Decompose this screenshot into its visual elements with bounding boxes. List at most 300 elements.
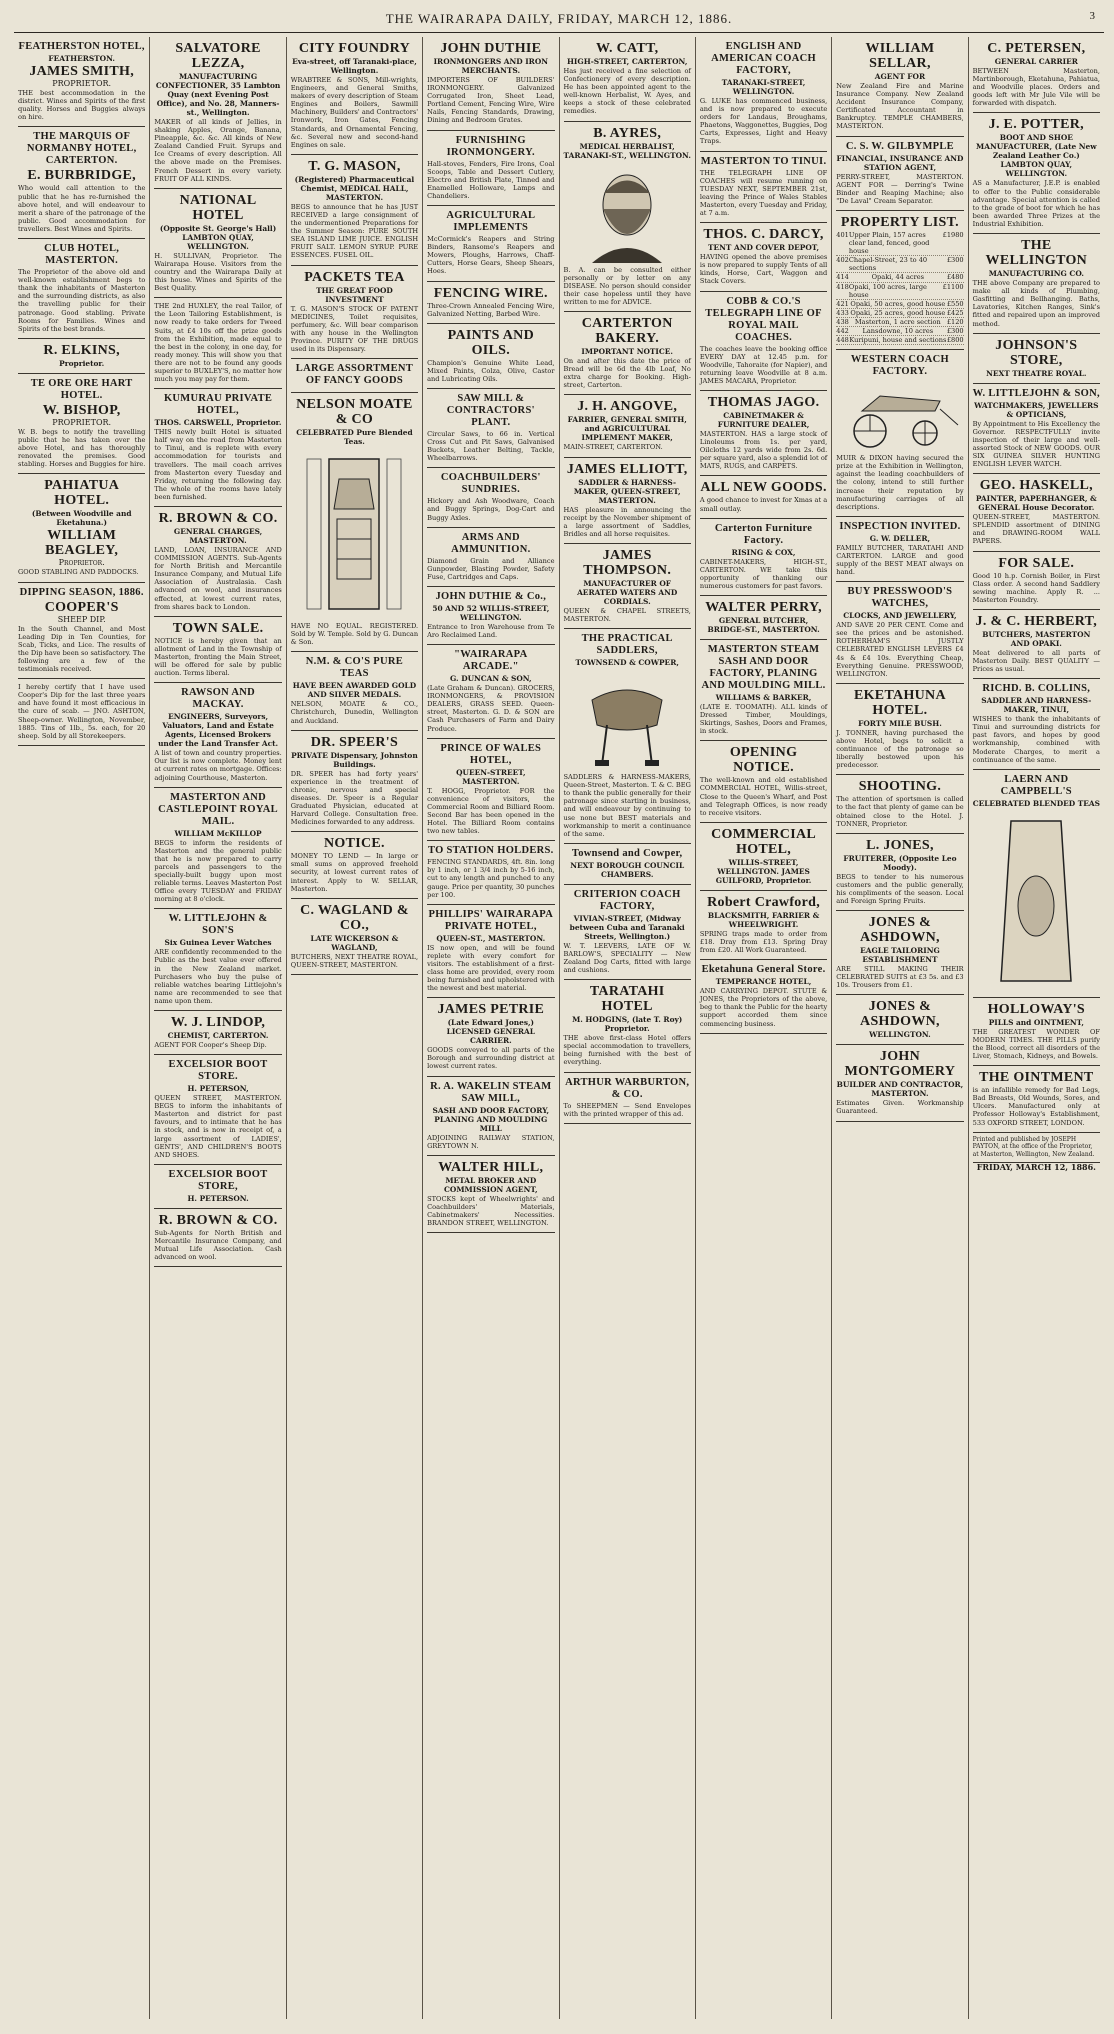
advert-role: PROPRIETOR. — [52, 79, 112, 88]
advert-heading: MASTERTON AND CASTLEPOINT ROYAL MAIL. — [158, 791, 278, 827]
advertisement — [154, 189, 281, 298]
advert-subheading: GENERAL BUTCHER, BRIDGE-ST., MASTERTON. — [707, 616, 820, 634]
advert-heading: TOWN SALE. — [172, 620, 264, 636]
advert-heading: THOS. C. DARCY, — [703, 227, 824, 243]
advert-body: A list of town and country properties. Our list is now complete. Money lent at current rates on mortgage. Offices: adjoining Courthouse, Masterton. — [154, 749, 282, 782]
property-price: £1980 — [942, 230, 964, 239]
property-price: £1100 — [942, 282, 964, 291]
column-4 — [422, 37, 558, 2019]
advert-body: SPRING traps made to order from £18. Dray from £13. Spring Dray from £20. All Work Guaranteed. — [699, 929, 828, 955]
advert-subheading: FRUITERER, (Opposite Leo Moody). — [843, 853, 957, 872]
advert-heading: JOHN DUTHIE — [440, 41, 542, 56]
advertisement — [836, 834, 963, 911]
property-number: 414 — [836, 273, 849, 282]
advertisement — [564, 122, 691, 312]
advert-body: IS now open, and will be found replete with every comfort for visitors. The establishment of a first-class home are provided, every room being furnished and upholstered with the newest and best material. — [427, 943, 555, 993]
advert-subheading: WILLIAMS & BARKER, — [715, 693, 812, 702]
advert-heading: NOTICE. — [324, 836, 385, 852]
tea-packet-icon — [991, 811, 1081, 991]
advertisement — [836, 582, 963, 684]
advert-heading: INSPECTION INVITED. — [839, 520, 961, 532]
advert-body: (LATE E. TOOMATH). ALL kinds of Dressed Timber, Mouldings, Skirtings, Sashes, Doors and Frames, in stock. — [699, 703, 828, 736]
advert-subheading: AGENT FOR — [874, 72, 926, 81]
advertisement — [564, 312, 691, 395]
advertisement — [564, 980, 691, 1072]
property-description: Masterton, 1 acre section — [854, 317, 941, 326]
advert-body: THE TELEGRAPH LINE OF COACHES will resume running on TUESDAY NEXT, SEPTEMBER 21st, leaving the Prince of Wales Stables Masterton, every Tuesday and Friday, at 7 a.m. — [699, 168, 828, 218]
advert-subheading: (Late Edward Jones,) LICENSED GENERAL CARRIER. — [446, 1018, 535, 1046]
property-number: 418 — [836, 282, 849, 291]
property-row — [836, 231, 963, 256]
advert-heading: THOMAS JAGO. — [707, 394, 820, 410]
advert-body: Has just received a fine selection of Confectionery of every description. He has been appointed agent to the well-known Herbalist, W. Ayes, and keeps a stock of these celebrated remedies. — [563, 67, 691, 116]
advert-subheading: THOS. CARSWELL, Proprietor. — [154, 418, 282, 428]
advertisement — [836, 211, 963, 350]
property-number: 448 — [836, 336, 849, 345]
advertisement — [154, 788, 281, 910]
advert-heading: OPENING NOTICE. — [729, 745, 798, 776]
advert-heading: JONES & ASHDOWN, — [860, 915, 940, 946]
advert-subheading: QUEEN-STREET, MASTERTON. — [456, 767, 526, 786]
advertisement — [291, 832, 418, 898]
advertisement — [836, 995, 963, 1045]
advertisement — [18, 679, 145, 746]
property-number: 421 — [836, 299, 849, 308]
advertisement — [427, 282, 554, 324]
advert-name: W. BISHOP, — [42, 402, 121, 418]
advertisement — [154, 617, 281, 683]
advertisement — [154, 1165, 281, 1209]
advertisement — [427, 324, 554, 389]
advert-body: QUEEN & CHAPEL STREETS, MASTERTON. — [563, 606, 691, 623]
advert-subheading: CELEBRATED BLENDED TEAS — [972, 798, 1100, 808]
advert-name: E. BURBRIDGE, — [27, 168, 136, 184]
advertisement — [836, 911, 963, 995]
advert-heading: RAWSON AND MACKAY. — [181, 687, 255, 711]
advertisement — [564, 37, 691, 122]
advert-heading: COMMERCIAL HOTEL, — [711, 826, 816, 857]
property-row — [836, 300, 963, 309]
advert-heading: JAMES PETRIE — [437, 1002, 545, 1018]
advertisement — [700, 476, 827, 518]
advertisement — [291, 359, 418, 393]
advertisement — [700, 519, 827, 596]
advertisement — [564, 629, 691, 844]
advert-body: FAMILY BUTCHER, TARATAHI AND CARTERTON. LARGE and good supply of the BEST MEAT always on hand. — [836, 543, 964, 577]
advert-heading: WALTER HILL, — [438, 1159, 544, 1175]
advert-heading: CRITERION COACH FACTORY, — [573, 888, 681, 912]
advert-body: BEGS to inform the residents of Masterton and the general public that he is now prepared to carry parcels and passengers to the specially-built buggy upon most reliable terms. Leaves Masterton Post Office every TUESDAY and FRIDAY morning at 8 o'clock. — [154, 838, 282, 904]
advert-heading: THE MARQUIS OF NORMANBY HOTEL, CARTERTON. — [26, 131, 137, 167]
advert-subheading: Eva-street, off Taranaki-place, Wellington. — [292, 57, 417, 75]
advert-body: J. TONNER, having purchased the above Hotel, begs to solicit a continuance of the patronage so liberally bestowed upon his predecessor. — [836, 728, 964, 770]
property-price: £425 — [946, 308, 964, 317]
advert-subheading: IMPORTANT NOTICE. — [581, 347, 673, 357]
advert-subheading: MANUFACTURER OF AERATED WATERS AND CORDIALS. — [577, 578, 678, 606]
advert-heading: C. WAGLAND & CO., — [300, 902, 409, 933]
advertisement — [973, 113, 1100, 234]
advert-body: ARE confidently recommended to the Public as the best value ever offered in the New Zealand market. Purchasers who buy the pulse of reliable watches bearing Littlejohn's name are recommended to see that name upon them. — [154, 948, 282, 1005]
advert-heading: C. S. W. GILBYMPLE — [845, 140, 954, 152]
advertisement — [291, 155, 418, 266]
advert-heading: J. E. POTTER, — [988, 117, 1084, 133]
advert-heading: TARATAHI HOTEL — [589, 984, 665, 1015]
advert-body: By Appointment to His Excellency the Governor. RESPECTFULLY invite inspection of their large and well-assorted Stock of NEW GOODS. OUR SIX GUINEA SILVER HUNTING ENGLISH LEVER WATCH. — [972, 419, 1100, 469]
property-number: 433 — [836, 308, 849, 317]
advert-subheading: WILLIAM McKILLOP — [174, 828, 262, 838]
advert-heading: CARTERTON BAKERY. — [581, 316, 673, 347]
advert-name: COOPER'S — [44, 599, 119, 615]
advert-heading: GEO. HASKELL, — [979, 478, 1093, 494]
advert-heading: FOR SALE. — [998, 555, 1075, 571]
advert-subheading: FORTY MILE BUSH. — [858, 718, 942, 728]
advertisement — [973, 610, 1100, 679]
advert-subheading: LATE WICKERSON & WAGLAND, — [310, 933, 399, 952]
advert-heading: FENCING WIRE. — [433, 285, 548, 301]
advertisement — [564, 458, 691, 544]
advert-body: McCormick's Reapers and String Binders, Ransome's Reapers and Mowers, Ploughs, Harrows, Chaff-Cutters, Horse Gears, Sheep Shears, Hoes. — [427, 235, 555, 276]
advert-subheading: METAL BROKER AND COMMISSION AGENT, — [444, 1175, 538, 1194]
advert-subheading: BLACKSMITH, FARRIER & WHEELWRIGHT. — [707, 910, 820, 929]
property-number: 402 — [836, 256, 849, 265]
advertisement — [154, 1011, 281, 1055]
advert-body: THE above Company are prepared to make all kinds of Plumbing, Gasfitting and Bellhanging. Baths, Lavatories, Kitchen Ranges, Sink's fitted and repaired upon an improved method. — [972, 279, 1100, 328]
advert-heading: EKETAHUNA HOTEL. — [853, 687, 946, 718]
advertisement — [973, 334, 1100, 384]
advertisement — [154, 298, 281, 389]
advert-subheading: BUTCHERS, MASTERTON AND OPAKI. — [982, 629, 1091, 648]
advert-subheading: BOOT AND SHOE MANUFACTURER, (Late New Zealand Leather Co.) LAMBTON QUAY, WELLINGTON. — [976, 133, 1097, 179]
advertisement — [427, 841, 554, 904]
advert-subheading: CABINETMAKER & FURNITURE DEALER, — [717, 410, 810, 429]
advertisement — [564, 844, 691, 885]
advert-body: BEGS to announce that he has JUST RECEIVED a large consignment of the undermentioned Preparations for the Summer Season: PURE SOUTH SEA ISLAND LIME JUICE. ENGLISH FRUIT SALT. LEMON SYRUP. PURE ESSENCES. FUSEL OIL. — [290, 202, 419, 260]
advert-heading: N.M. & CO'S PURE TEAS — [305, 656, 404, 680]
advertisement — [154, 1209, 281, 1267]
advert-subheading: CELEBRATED Pure Blended Teas. — [296, 428, 413, 447]
advert-subheading: G. DUNCAN & SON, — [450, 674, 532, 684]
property-list — [836, 231, 963, 345]
advertisement — [700, 37, 827, 152]
property-description: Kuripuni, house and sections — [849, 336, 947, 345]
advert-subheading: MANUFACTURING CONFECTIONER, 35 Lambton Quay (next Evening Post Office), and No. 28, Manners-st., Wellington. — [155, 72, 281, 117]
advert-body: Entrance to Iron Warehouse from Te Aro Reclaimed Land. — [427, 622, 555, 639]
advert-name: WILLIAM BEAGLEY, — [45, 528, 119, 559]
advert-heading: SAW MILL & CONTRACTORS' PLANT. — [446, 392, 535, 428]
advert-body: BETWEEN Masterton, Martinborough, Eketahuna, Pahiatua, and Woodville places. Orders and goods left with Mr Jule Vile will be forwarded with dispatch. — [972, 67, 1100, 108]
advert-heading: PROPERTY LIST. — [840, 214, 959, 230]
advertisement — [18, 127, 145, 239]
advert-subheading: TENT AND COVER DEPOT, — [708, 243, 820, 253]
advertisement — [18, 474, 145, 582]
property-row — [836, 336, 963, 345]
advert-subheading: ENGINEERS, Surveyors, Valuators, Land and Estate Agents, Licensed Brokers under the Land Transfer Act. — [158, 712, 279, 749]
advert-body: GOODS conveyed to all parts of the Borough and surrounding district at lowest current rates. — [427, 1046, 555, 1071]
advert-body: ARE STILL MAKING THEIR CELEBRATED SUITS at £3 5s. and £3 10s. Trousers from £1. — [836, 965, 964, 990]
advert-subheading: MANUFACTURING CO. — [988, 269, 1084, 279]
advert-heading: R. BROWN & CO. — [158, 1212, 278, 1228]
advert-body: is an infallible remedy for Bad Legs, Bad Breasts, Old Wounds, Sores, and Ulcers. Manufactured only at Professor Holloway's Establishment, 533 OXFORD STREET, LONDON. — [972, 1086, 1100, 1127]
property-row — [836, 318, 963, 327]
advert-body: I hereby certify that I have used Cooper's Dip for the last three years and have found it most efficacious in the cure of scab. — JNO. ASHTON, Sheep-owner. Wellington, November, 1885. Tins of 1lb., 5s. each, for 20 sheep. Sold by all Storekeepers. — [18, 683, 146, 740]
column-6 — [695, 37, 831, 2019]
property-description: Opaki, 50 acres, good house — [850, 299, 946, 308]
advert-heading: TE ORE ORE HART HOTEL. — [30, 377, 133, 401]
advertisement — [836, 684, 963, 775]
advert-subheading: WILLIS-STREET, WELLINGTON. JAMES GUILFORD, Proprietor. — [715, 857, 812, 885]
advertisement — [427, 528, 554, 587]
advert-body: HAVE NO EQUAL. REGISTERED. Sold by W. Temple. Sold by G. Duncan & Son. — [290, 622, 419, 647]
advertisement — [973, 384, 1100, 475]
advert-heading: FURNISHING IRONMONGERY. — [446, 134, 535, 158]
advertisement — [836, 775, 963, 833]
advertisement — [427, 1156, 554, 1233]
advert-body: GOOD STABLING AND PADDOCKS. — [18, 568, 139, 577]
advert-subheading: H. PETERSON, — [187, 1084, 249, 1094]
page-number: 3 — [1089, 10, 1096, 22]
column-8 — [968, 37, 1104, 2019]
advert-heading: W. CATT, — [595, 41, 659, 56]
advertisement — [700, 741, 827, 822]
advert-body: Meat delivered to all parts of Masterton Daily. BEST QUALITY — Prices as usual. — [972, 648, 1100, 674]
advertisement — [18, 583, 145, 680]
advert-body: In the South Channel, and Most Leading Dip in Ten Counties, for Scab, Ticks, and Lice. The results of the Dip have been so satisfactory. The following are a few of the testimonials received. — [18, 624, 146, 674]
advert-body: AND SAVE 20 PER CENT. Come and see the prices and be astonished. ROTHERHAM'S JUSTLY CELEBRATED ENGLISH LEVERS £4 4s & £4 10s. Everything Cheap, Everything Genuine. PRESSWOOD, WELLINGTON. — [836, 621, 964, 678]
advert-body: Three-Crown Annealed Fencing Wire, Galvanized Netting, Barbed Wire. — [427, 301, 555, 318]
advert-subheading: QUEEN-ST., MASTERTON. — [436, 933, 546, 943]
advertisement — [700, 223, 827, 291]
advert-heading: LARGE ASSORTMENT OF FANCY GOODS — [295, 363, 414, 387]
advert-body: MAIN-STREET, CARTERTON. — [563, 443, 663, 452]
property-number: 401 — [836, 230, 849, 239]
advert-body: ADJOINING RAILWAY STATION, GREYTOWN N. — [427, 1133, 555, 1150]
advert-body: NOTICE is hereby given that an allotment of Land in the Township of Masterton, fronting the Main Street, will be offered for sale by public auction. Terms liberal. — [154, 636, 282, 678]
advert-heading: JOHN DUTHIE & Co., — [435, 590, 547, 602]
advert-heading: THE PRACTICAL SADDLERS, — [581, 633, 673, 657]
advert-subheading: PRIVATE Dispensary, Johnston Buildings. — [291, 750, 418, 769]
advert-subheading: HAVE BEEN AWARDED GOLD AND SILVER MEDALS. — [292, 681, 417, 700]
advert-body: HAVING opened the above premises is now prepared to supply Tents of all kinds, Horse, Cart, Waggon and Stack Covers. — [699, 253, 828, 286]
advert-body: A good chance to invest for Xmas at a small outlay. — [699, 496, 828, 513]
advert-subheading: TEMPERANCE HOTEL, — [715, 977, 812, 987]
advertisement — [18, 37, 145, 127]
advert-body: FENCING STANDARDS, 4ft. 8in. long by 1 inch, or 1 3/4 inch by 5-16 inch, cut to any length and punched to any gauge. Price per quantity, 30 punches per 100. — [427, 858, 555, 899]
advertisement — [291, 731, 418, 833]
advert-heading: NATIONAL HOTEL — [179, 192, 257, 223]
advert-body: The well-known and old established COMMERCIAL HOTEL, Willis-street, Close to the Queen's Wharf, and Post and Telegraph Offices, is now ready to receive visitors. — [699, 776, 828, 817]
property-row — [836, 283, 963, 300]
property-number: 442 — [836, 326, 849, 335]
property-description: Opaki, 25 acres, good house — [850, 308, 946, 317]
property-row — [836, 309, 963, 318]
advert-heading: COACHBUILDERS' SUNDRIES. — [440, 472, 541, 496]
advert-body: T. G. MASON'S STOCK OF PATENT MEDICINES, Toilet requisites, perfumery, &c. Will bear comparison with any house in the Wellington Province. PURITY OF THE DRUGS used in its Dispensary. — [290, 304, 419, 353]
advert-subheading: H. PETERSON. — [187, 1193, 249, 1203]
advertisement — [18, 239, 145, 339]
advertisement — [154, 507, 281, 617]
advert-body: CABINET-MAKERS, HIGH-ST., CARTERTON. WE take this opportunity of thanking our numerous customers for past favors. — [699, 557, 828, 590]
advert-heading: W. LITTLEJOHN & SON'S — [168, 913, 268, 937]
advertisement — [973, 474, 1100, 551]
advertisement — [18, 374, 145, 475]
advertisement — [836, 137, 963, 211]
advert-body: BEGS to tender to his numerous customers and the public generally, his compliments of the season. Local and Foreign Spring Fruits. — [836, 872, 964, 905]
property-row — [836, 327, 963, 336]
property-description: Opaki, 100 acres, large house — [848, 282, 927, 299]
advertisement — [973, 37, 1100, 113]
advertisement — [973, 1066, 1100, 1132]
advert-subheading: TOWNSEND & COWPER, — [575, 658, 679, 668]
advert-body: QUEEN STREET, MASTERTON. BEGS to inform the inhabitants of Masterton and district for past favours, and to intimate that he has in stock, and is now in receipt of, a large assortment of LADIES', GENTS', AND CHILDREN'S BOOTS AND SHOES. — [154, 1094, 282, 1159]
advert-heading: WILLIAM SELLAR, — [865, 41, 935, 71]
advert-subheading: VIVIAN-STREET, (Midway between Cuba and Taranaki Streets, Wellington.) — [569, 913, 685, 941]
advert-subheading: SASH AND DOOR FACTORY, PLANING AND MOULDING MILL — [432, 1105, 550, 1133]
masthead-title: THE WAIRARAPA DAILY, FRIDAY, MARCH 12, 1886. — [385, 11, 733, 26]
advert-subheading: WATCHMAKERS, JEWELLERS & OPTICIANS, — [974, 400, 1099, 419]
advert-heading: JAMES THOMPSON. — [583, 547, 672, 578]
advertisement — [291, 393, 418, 652]
advertisement — [700, 391, 827, 476]
advert-body: THE best accommodation in the district. Wines and Spirits of the first quality. Horses and Buggies always on hire. — [18, 89, 146, 122]
buggy-illustration — [836, 379, 963, 453]
property-row — [836, 256, 963, 273]
advert-heading: R. ELKINS, — [43, 342, 120, 358]
advert-body: Champion's Genuine White Lead, Mixed Paints, Colza, Olive, Castor and Lubricating Oils. — [427, 358, 555, 383]
advert-heading: ALL NEW GOODS. — [700, 480, 827, 496]
advertisement — [973, 679, 1100, 770]
advert-heading: NELSON MOATE & CO — [296, 397, 413, 428]
advert-subheading: RISING & COX, — [731, 547, 796, 557]
advert-role: PROPRIETOR. — [52, 417, 112, 427]
advert-body: THE above first-class Hotel offers special accommodation to travellers, being furnished with the best of everything. — [563, 1034, 691, 1067]
advert-heading: RICHD. B. COLLINS, — [982, 683, 1091, 695]
advert-body: (Late Graham & Duncan). GROCERS, IRONMONGERS, & PROVISION DEALERS, GRASS SEED. Queen-street, Masterton. G. D. & SON are Cash Purchasers of Farm and Dairy Produce. — [427, 684, 555, 733]
portrait-illustration — [564, 161, 691, 265]
advert-body: STOCKS kept of Wheelwrights' and Coachbuilders' Materials, Cabinetmakers' Necessities. BRANDON STREET, WELLINGTON. — [427, 1194, 555, 1227]
advert-heading: JOHNSON'S STORE, — [995, 337, 1078, 368]
advert-heading: JOHN MONTGOMERY — [844, 1049, 956, 1080]
advert-subheading: M. HODGINS, (late T. Roy) Proprietor. — [572, 1015, 683, 1034]
advert-body: W. T. LEEVERS, LATE OF W. BARLOW'S, SPECIALITY — New Zealand Dog Carts, fitted with large and cushions. — [563, 941, 691, 975]
advert-heading: COBB & CO.'S TELEGRAPH LINE OF ROYAL MAIL COACHES. — [705, 295, 822, 343]
advert-subheading: Proprietor. — [59, 358, 105, 368]
advert-body: QUEEN-STREET, MASTERTON. SPLENDID assortment of DINING and DRAWING-ROOM WALL PAPERS. — [972, 513, 1100, 546]
advert-heading: BUY PRESSWOOD'S WATCHES, — [847, 586, 953, 610]
advert-body: BUTCHERS, NEXT THEATRE ROYAL, QUEEN-STREET, MASTERTON. — [290, 952, 419, 969]
imprint: Printed and published by JOSEPH PAYTON, at the office of the Proprietor, at Masterton, Wellington, New Zealand. — [973, 1133, 1100, 1164]
advert-heading: PRINCE OF WALES HOTEL, — [440, 742, 542, 766]
advert-body: Estimates Given. Workmanship Guaranteed. — [836, 1099, 964, 1116]
advertisement — [973, 770, 1100, 998]
advert-body: THE GREATEST WONDER OF MODERN TIMES. THE PILLS purify the Blood, correct all disorders of the Liver, Stomach, Kidneys, and Bowels. — [972, 1027, 1100, 1061]
advert-subheading: WELLINGTON. — [869, 1030, 931, 1040]
advertisement — [427, 739, 554, 842]
advertisement — [700, 823, 827, 891]
advert-heading: HOLLOWAY'S — [987, 1001, 1086, 1017]
advert-subheading: CHEMIST, CARTERTON. — [167, 1031, 269, 1040]
advert-role: SHEEP DIP. — [57, 614, 106, 624]
advert-heading: FEATHERSTON HOTEL, — [18, 41, 145, 52]
advert-heading: CLUB HOTEL, MASTERTON. — [44, 243, 120, 267]
advertisement — [427, 587, 554, 645]
advert-heading: R. BROWN & CO. — [158, 511, 278, 526]
advertisement — [836, 1045, 963, 1121]
advert-heading: Townsend and Cowper, — [571, 847, 683, 859]
advert-subheading: NEXT BOROUGH COUNCIL CHAMBERS. — [570, 860, 685, 879]
advert-heading: SHOOTING. — [858, 779, 942, 795]
advert-body: DR. SPEER has had forty years' experience in the treatment of chronic, nervous and special diseases. Dr. Speer is a Regular Graduated Physician, educated at Harvard College. Consultation free. Medicines forwarded to any address. — [290, 769, 419, 827]
advert-subheading: G. W. DELLER, — [869, 533, 931, 543]
advert-heading: W. LITTLEJOHN & SON, — [972, 387, 1100, 399]
advert-heading: ARMS AND AMMUNITION. — [451, 531, 531, 555]
advert-heading: B. AYRES, — [593, 125, 662, 141]
advert-heading: Carterton Furniture Factory. — [714, 522, 813, 546]
advert-subheading: (Opposite St. George's Hall) LAMBTON QUAY, WELLINGTON. — [159, 223, 277, 251]
advert-subheading: NEXT THEATRE ROYAL. — [986, 368, 1087, 378]
advert-heading: WESTERN COACH FACTORY. — [850, 354, 949, 378]
advert-heading: DR. SPEER'S — [310, 734, 399, 750]
advert-body: W. B. begs to notify the travelling public that he has taken over the above Hotel, and has thoroughly renovated the premises. Good stabling. Horses and Buggies for hire. — [18, 427, 146, 469]
advertisement — [154, 389, 281, 507]
advertisement — [154, 683, 281, 787]
advert-body: AGENT FOR Cooper's Sheep Dip. — [154, 1041, 267, 1049]
advert-body: Sub-Agents for North British and Mercantile Insurance Company, and Mutual Life Association. Cash advanced on wool. — [154, 1228, 282, 1262]
property-description: Upper Plain, 157 acres clear land, fenced, good house — [848, 230, 930, 256]
advertisement — [291, 652, 418, 730]
advert-body: MASTERTON. HAS a large stock of Linoleums from 1s. per yard, Oilcloths 12 yards wide from 2s. 6d. per square yard, also a splendid lot of MATS, RUGS, and CARPETS. — [699, 429, 828, 471]
property-price: £300 — [946, 256, 964, 265]
advert-body: NELSON, MOATE & CO., Christchurch, Dunedin, Wellington and Auckland. — [290, 700, 419, 725]
advertisement — [700, 152, 827, 224]
advert-heading: JAMES ELLIOTT, — [566, 461, 688, 477]
advertisement — [973, 234, 1100, 334]
advertisement — [427, 37, 554, 131]
advert-body: Circular Saws, to 66 in. Vertical Cross Cut and Pit Saws, Galvanised Buckets, Leather Belting, Tackle, Wheelbarrows. — [427, 429, 555, 463]
advert-subheading: PAINTER, PAPERHANGER, & GENERAL House Decorator. — [975, 494, 1097, 513]
advert-heading: C. PETERSEN, — [987, 41, 1086, 56]
advert-heading: THE OINTMENT — [979, 1070, 1094, 1086]
property-price: £550 — [946, 299, 964, 308]
tea-packet-illustration — [973, 809, 1100, 993]
advertisement — [564, 885, 691, 980]
advertisement — [427, 468, 554, 527]
advertisement — [154, 909, 281, 1011]
advert-subheading: CLOCKS, AND JEWELLERY, — [843, 611, 957, 621]
advert-body: Good 10 h.p. Cornish Boiler, in First Class order. A second hand Saddlery sewing machine. Apply R. ... Masterton Foundry. — [972, 571, 1100, 604]
advert-body: MUIR & DIXON having secured the prize at the Exhibition in Wellington, against the leading coachbuilders of the colony, intend to still further increase their reputation by manufacturing carriages of all descriptions. — [836, 454, 964, 511]
advert-heading: WALTER PERRY, — [705, 600, 822, 615]
advert-subheading: Six Guinea Lever Watches — [164, 938, 272, 948]
column-7 — [831, 37, 967, 2019]
advertisement — [700, 891, 827, 960]
tea-tin-icon — [299, 449, 409, 619]
advertisement — [836, 350, 963, 517]
advert-subheading: FEATHERSTON. — [48, 54, 115, 63]
advertisement — [564, 1073, 691, 1124]
tea-tin-illustration — [291, 447, 418, 621]
advert-subheading: BUILDER AND CONTRACTOR, MASTERTON. — [836, 1080, 964, 1099]
advert-body: IMPORTERS OF BUILDERS' IRONMONGERY. Galvanized Corrugated Iron, Sheet Lead, Portland Cement, Fencing Wire, Wire Nails, Fencing Standards, Drawing, Dining and Bedroom Grates. — [427, 76, 555, 125]
advert-name: JAMES SMITH, — [29, 64, 135, 79]
saddle-illustration — [564, 668, 691, 772]
advert-heading: ARTHUR WARBURTON, & CO. — [565, 1076, 690, 1100]
property-price: £120 — [946, 317, 964, 326]
advert-heading: PAHIATUA HOTEL. — [44, 478, 120, 509]
advert-body: Diamond Grain and Alliance Gunpowder, Blasting Powder, Safety Fuse, Cartridges and Caps. — [427, 556, 555, 581]
advert-heading: CITY FOUNDRY — [298, 41, 410, 56]
advert-subheading: PILLS and OINTMENT, — [988, 1017, 1084, 1027]
advertisement — [836, 37, 963, 137]
